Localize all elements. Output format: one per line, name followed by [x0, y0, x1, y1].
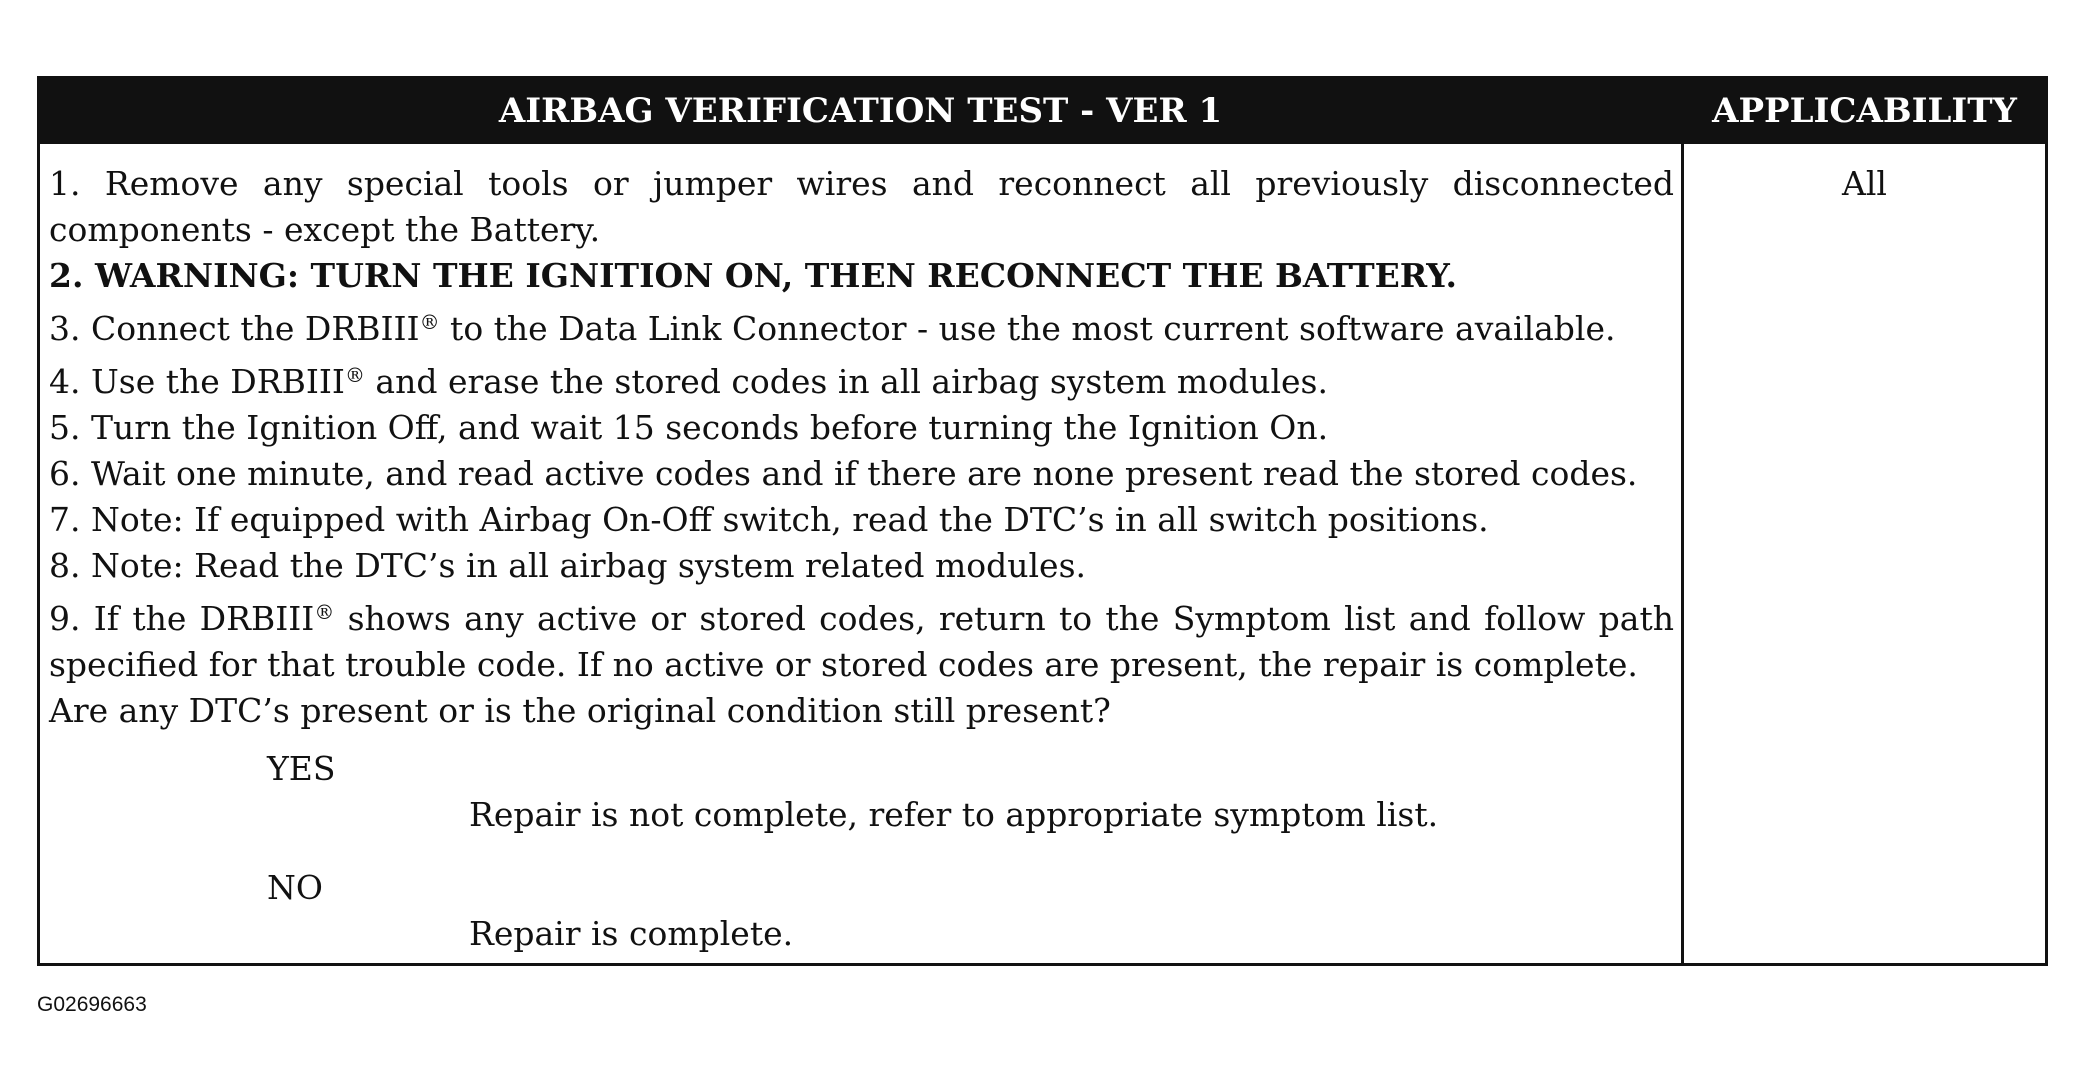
table-header-row — [40, 79, 2045, 144]
applicability-value: All — [1842, 164, 1887, 203]
step-9-text-start: 9. If the DRBIII — [49, 599, 315, 638]
registered-mark: ® — [314, 600, 335, 624]
step-3-text-start: 3. Connect the DRBIII — [49, 309, 420, 348]
step-4-text-end: and erase the stored codes in all airbag system modules. — [364, 362, 1328, 401]
yes-result-text: Repair is not complete, refer to appropriate symptom list. — [469, 795, 1439, 834]
step-9 — [49, 589, 1674, 688]
column-divider — [1681, 144, 1684, 963]
step-6: 6. Wait one minute, and read active codes and if there are none present read the stored codes. — [49, 454, 1638, 493]
step-3 — [49, 299, 1674, 352]
figure-id: G02696663 — [37, 993, 147, 1016]
step-9-text-end: shows any active or stored codes, return to the Symptom list and follow path specified for that trouble code. If no active or stored codes are present, the repair is complete. — [49, 599, 1674, 684]
step-7: 7. Note: If equipped with Airbag On-Off switch, read the DTC’s in all switch positions. — [49, 500, 1489, 539]
applicability-header: APPLICABILITY — [1712, 91, 2017, 131]
answer-block — [49, 746, 1674, 957]
no-label: NO — [267, 868, 323, 907]
answer-spacer — [49, 838, 1674, 865]
verification-test-table — [37, 76, 2048, 966]
step-4 — [49, 352, 1674, 405]
step-2-warning: 2. WARNING: TURN THE IGNITION ON, THEN RECONNECT THE BATTERY. — [49, 256, 1457, 295]
registered-mark: ® — [344, 363, 365, 387]
step-4-text-start: 4. Use the DRBIII — [49, 362, 345, 401]
registered-mark: ® — [419, 310, 440, 334]
step-1: 1. Remove any special tools or jumper wires and reconnect all previously disconnected components - except the Battery. — [49, 164, 1674, 249]
step-8: 8. Note: Read the DTC’s in all airbag system related modules. — [49, 546, 1087, 585]
table-title: AIRBAG VERIFICATION TEST - VER 1 — [498, 91, 1223, 131]
step-3-text-end: to the Data Link Connector - use the most current software available. — [439, 309, 1616, 348]
no-result-text: Repair is complete. — [469, 914, 794, 953]
step-5: 5. Turn the Ignition Off, and wait 15 seconds before turning the Ignition On. — [49, 408, 1329, 447]
test-question: Are any DTC’s present or is the original condition still present? — [49, 691, 1111, 730]
yes-label: YES — [267, 749, 336, 788]
test-steps-cell — [49, 161, 1674, 957]
